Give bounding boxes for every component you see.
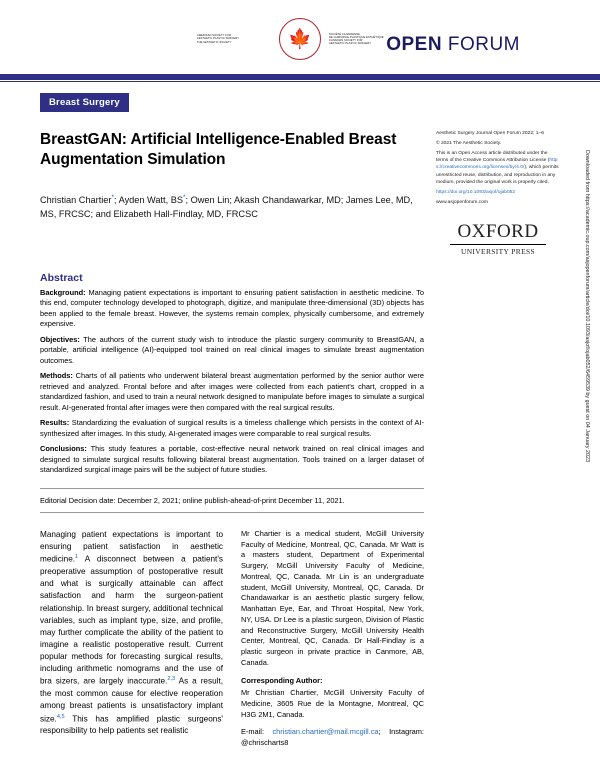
doi-link[interactable]: https://doi.org/10.1093/asjof/ojab052 (436, 189, 516, 195)
abstract-paragraph: Methods: Charts of all patients who underwent bilateral breast augmentation performed by the senior author were retrieved and analyzed. Frontal before and after images were collected from each patient's chart, cropped in a standardized fashion, and used to train a neural network designed to manipulate before images to simulate a surgical result. AI-generated frontal after images were then compared with the real surgical results. (40, 371, 424, 412)
abstract-paragraph-label: Objectives: (40, 334, 80, 344)
american-society-text (197, 34, 271, 44)
title-block (40, 130, 422, 258)
society-line: AMERICAN SOCIETY FOR (197, 34, 231, 38)
corresponding-author-address: Mr Christian Chartier, McGill University Faculty of Medicine, 3605 Rue de la Montagne, Montreal, QC H3G 2M1, Canada. (241, 688, 424, 719)
society-line: THE AESTHETIC SOCIETY (197, 40, 232, 44)
abstract-paragraph-label: Results: (40, 418, 70, 428)
download-watermark-text: Downloaded from https://academic.oup.com/asjopenforum/article/doi/10.1093/asjof/ojab052/6459539 by guest on 04 January 2023 (584, 150, 590, 462)
oup-name: OXFORD (457, 220, 539, 242)
doi-line (436, 189, 560, 196)
american-society-logo (197, 34, 271, 44)
author-affiliations (241, 529, 424, 669)
editorial-decision: Editorial Decision date: December 2, 2021; online publish-ahead-of-print December 11, 2021. (40, 488, 424, 513)
society-line: AESTHETIC PLASTIC SURGERY (329, 42, 372, 46)
license-text: This is an Open Access article distributed under the terms of the Creative Commons Attribution License (https://creativecommons.org/licenses/by/4.0/), which permits unrestricted reuse, distribution, and reproduction in any medium, provided the original work is properly cited. (436, 151, 559, 185)
corresponding-author-email-line: E-mail: christian.chartier@mail.mcgill.ca; Instagram: @chrischarts8 (241, 727, 424, 748)
abstract-paragraph: Background: Managing patient expectations is important to ensuring patient satisfaction in aesthetic medicine. To this end, computer technology developed to photograph, digitize, and manipulate three-dimensional (3D) objects has been applied to the female breast. However, the systems remain complex, physically cumbersome, and extremely expensive. (40, 287, 424, 329)
society-line: SOCIÉTÉ CANADIENNE (329, 32, 360, 36)
abstract-paragraph: Objectives: The authors of the current study wish to introduce the plastic surgery community to BreastGAN, a portable, artificial intelligence (AI)-equipped tool trained on real clinical images to simulate breast augmentation outcomes. (40, 334, 424, 365)
abstract-section (40, 272, 424, 476)
maple-leaf-badge (279, 18, 321, 60)
masthead (0, 0, 600, 72)
article-content (0, 130, 600, 756)
oup-divider (450, 244, 546, 245)
oup-subtitle: UNIVERSITY PRESS (460, 246, 536, 256)
license-link[interactable]: https://creativecommons.org/licenses/by/4.0/ (436, 158, 558, 171)
abstract-paragraph: Conclusions: This study features a portable, cost-effective neural network trained on real clinical images and designed to simulate surgical results following bilateral breast augmentation. Tools trained on a larger dataset of standardized surgical image pairs will be the subject of future studies. (40, 444, 424, 475)
page-title: BreastGAN: Artificial Intelligence-Enabled Breast Augmentation Simulation (40, 131, 397, 169)
affiliation-paragraph: Mr Chartier is a medical student, McGill University Faculty of Medicine, Montreal, QC, Canada. Mr Watt is a masters student, Department of Experimental Surgery, McGill University Faculty of Medicine, Montreal, QC, Canada. Mr Lin is an undergraduate student, McGill University, Montreal, QC, Canada. Dr Chandawarkar is an aesthetic plastic surgery fellow, Manhattan Eye, Ear, and Throat Hospital, New York, NY, USA. Dr Lee is a plastic surgeon, Division of Plastic and Reconstructive Surgery, McGill University Health Center, Montreal, QC, Canada. Dr Hall-Findlay is a plastic surgeon in private practice in Canmore, AB, Canada. (241, 528, 424, 667)
maple-leaf-icon: 🍁 (288, 28, 312, 50)
body-paragraph: Managing patient expectations is important to ensuring patient satisfaction in aesthetic medicine.$^1$ A disconnect between a patient's preoperative assumption of postoperative result and what is surgically attainable can affect satisfaction and harm the surgeon-patient relationship. In breast surgery, additional technical variables, such as implant type, size, and profile, may further complicate the ability of the patient to imagine a realistic postoperative result. Current popular methods for forecasting surgical results, including arithmetic nomograms and the use of bra sizers, are largely inaccurate.$^{2,3}$ As a result, the most common cause for elective reoperation among breast patients is unsatisfactory implant size.$^{4,5}$ This has amplified plastic surgeons' responsibility to help patients set realistic (40, 529, 223, 736)
logo-row (40, 8, 560, 70)
masthead-rule (0, 74, 600, 80)
abstract-paragraph-label: Methods: (40, 371, 73, 381)
open-forum-wordmark (386, 34, 520, 56)
journal-citation: Aesthetic Surgery Journal Open Forum 2022; 1–6 (436, 131, 544, 136)
open-forum-forum: FORUM (442, 34, 520, 55)
oup-logo (436, 222, 560, 258)
abstract-body (40, 288, 424, 476)
society-line: DE CHIRURGIE PLASTIQUE ESTHÉTIQUE (329, 35, 384, 39)
copyright-line: © 2021 The Aesthetic Society. (436, 141, 502, 147)
society-line: AESTHETIC PLASTIC SURGERY (197, 37, 240, 41)
title-row (40, 130, 560, 258)
site-line: www.asjopenforum.com (436, 199, 488, 205)
abstract-paragraph: Results: Standardizing the evaluation of surgical results is a timeless challenge which persists in the context of AI-synthesized after images. In this study, AI-generated images were comparable to real surgical results. (40, 418, 424, 438)
author-list: Christian Chartier*; Ayden Watt, BS*; Owen Lin; Akash Chandawarkar, MD; James Lee, MD, MS, FRCSC; and Elizabeth Hall-Findlay, MD, FRCSC (40, 193, 413, 219)
body-column-right (241, 529, 424, 756)
body-columns (40, 529, 424, 756)
abstract-heading: Abstract (40, 271, 83, 284)
download-watermark (580, 150, 594, 580)
abstract-paragraph-label: Conclusions: (40, 444, 87, 454)
section-label: Breast Surgery (40, 93, 129, 112)
section-band (0, 82, 600, 112)
corresponding-author-email-link[interactable]: christian.chartier@mail.mcgill.ca (272, 727, 379, 737)
open-forum-open: OPEN (386, 34, 443, 55)
journal-info-column (436, 130, 560, 258)
body-column-left (40, 529, 223, 756)
corresponding-author-heading: Corresponding Author: (241, 675, 323, 685)
society-line: CANADIAN SOCIETY FOR (329, 39, 363, 42)
abstract-paragraph-label: Background: (40, 287, 86, 297)
